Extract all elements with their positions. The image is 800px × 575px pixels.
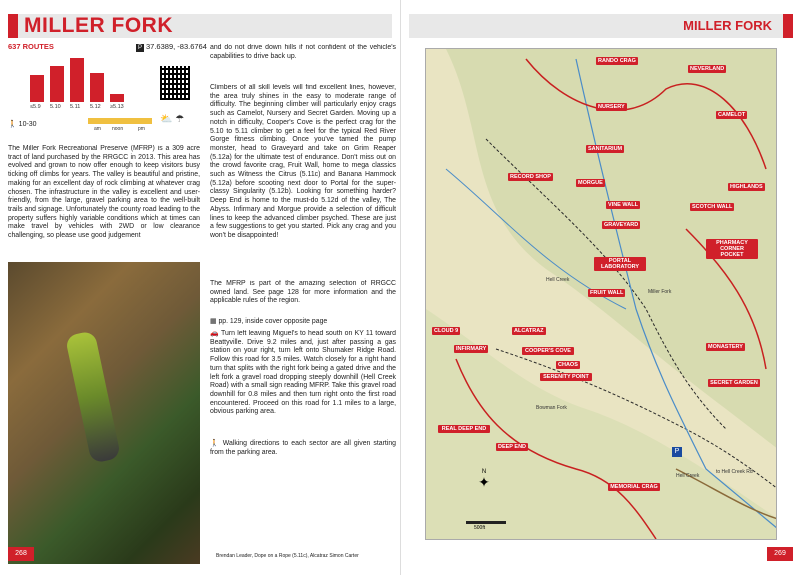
- scale-bar: [466, 521, 506, 524]
- crag-label-5: RECORD SHOP: [510, 174, 551, 180]
- road-label-3: Hell Creek: [676, 473, 700, 479]
- sun-exposure-bar: [88, 118, 152, 124]
- gps-text: 37.6389, -83.6764: [146, 42, 207, 51]
- page-title: MILLER FORK: [24, 14, 173, 37]
- crag-label-9: SCOTCH WALL: [692, 204, 733, 210]
- crag-label-20: SERENITY POINT: [540, 373, 592, 381]
- chart-bar-4: [110, 94, 124, 102]
- compass-icon: N ✦: [474, 469, 494, 499]
- crag-label-1: NEVERLAND: [690, 66, 725, 72]
- road-label-2: Bowman Fork: [536, 405, 567, 411]
- approach-text: Turn left leaving Miguel's to head south on KY 11 toward Beattyville. Drive 9.2 miles and, just after passing a gas station on your right, turn left onto Shumaker Ridge Road. Follow this road for 3.5 miles. Watch closely for a right hand turn that splits with the right fork being a gated drive and the left fork a gravel road dropping steeply downhill (Hell Creek Road) with a small sign reading MFRP. Take this gravel road downhill for 0.8 miles and then turn right onto the first road encountered. Proceed on this road for 1.1 miles to a large, obvious parking area.: [210, 330, 396, 416]
- crag-label-0: RANDO CRAG: [598, 58, 636, 64]
- walker-icon: 🚶: [210, 440, 220, 447]
- umbrella-icon: ☂: [175, 114, 185, 125]
- road-label-1: Miller Fork: [648, 289, 672, 295]
- crag-label-21: SECRET GARDEN: [708, 379, 760, 387]
- map-icon: ▦: [210, 318, 217, 325]
- gps-coordinates: [136, 42, 207, 52]
- walker-icon: 🚶: [8, 121, 17, 128]
- crag-label-14: CLOUD 9: [434, 328, 459, 334]
- page-title-right: MILLER FORK: [683, 18, 772, 33]
- crag-label-17: COOPER'S COVE: [522, 347, 574, 355]
- title-tab-right: [783, 14, 793, 38]
- crag-label-13: FRUIT WALL: [590, 290, 624, 296]
- crag-label-4: SANITARIUM: [588, 146, 623, 152]
- sun-am: am: [94, 126, 101, 132]
- north-label: N: [481, 469, 487, 475]
- crag-label-15: ALCATRAZ: [514, 328, 544, 334]
- chart-tick-2: 5.11: [70, 104, 81, 110]
- climber-figure: [65, 330, 121, 463]
- walk-time-value: 10-30: [18, 121, 37, 128]
- crag-label-2: NURSERY: [598, 104, 625, 110]
- sun-pm: pm: [138, 126, 145, 132]
- chart-bar-0: [30, 75, 44, 102]
- sun-noon: noon: [112, 126, 124, 132]
- conditions-icons: [160, 114, 184, 125]
- crag-map: [425, 48, 777, 540]
- crag-label-11: PHARMACY CORNER POCKET: [706, 239, 758, 259]
- chart-tick-4: ≥5.13: [110, 104, 124, 110]
- crag-label-23: DEEP END: [498, 444, 527, 450]
- approach-directions: [210, 330, 396, 436]
- col2-para2: Climbers of all skill levels will find excellent lines, however, the area truly shines in the easy to moderate range of difficulty. The beginning climber will particularly enjoy crags such as Camelot, Nursery and Secret Garden. Moving up a notch in difficulty, Cooper's Cove is the perfect crag for the 5.10 to 5.11 climber to get a feel for the typical Red River Gorge fitness climbing. Once you've tamed the pump monster, head to Graveyard and take on Grim Reaper (5.12a) for the ultimate test of endurance. Don't miss out on the crowd favorite crag, Fruit Wall, home to mega classics such as Witness the Citrus (5.11c) and Banana Hammock (5.12a) before scooting next door to Portal for the super-classy Singularity (5.12b). Looking for something harder? Deep End is home to the must-do 5.12d of the valley, The Abyss. Infirmary and Morgue provide a selection of difficult lines to keep the advanced climber psyched. These are just a few suggestions to get you started. Pick any crag and you won't be disappointed!: [210, 84, 396, 239]
- road-label-4: to Hell Creek Rd: [716, 469, 753, 475]
- intro-paragraph: The Miller Fork Recreational Preserve (MFRP) is a 309 acre tract of land purchased by the RRGCC in 2013. This area has evolved and grown to now offer enough to keep visitors busy ticking off climbs for years. The valley is beautiful and pristine, making for an excellent day of rock climbing at whatever crag chosen. The infrastructure in the valley is excellent and user-friendly, from the large, gravel parking area to the well-built trails and signage. Unfortunately the county road leading to the property suffers highly variable conditions which at times can make travel by vehicles with 2WD or low clearance challenging, so please use good judgement: [8, 145, 200, 240]
- shade-icon: ⛅: [160, 114, 173, 125]
- crag-label-18: MONASTERY: [708, 344, 743, 350]
- parking-icon: P: [672, 447, 682, 457]
- crag-label-24: MEMORIAL CRAG: [608, 483, 660, 491]
- walk-directions: [210, 440, 396, 460]
- crag-label-6: MORGUE: [578, 180, 603, 186]
- grade-chart: [30, 54, 140, 102]
- crag-label-7: HIGHLANDS: [730, 184, 763, 190]
- col2-para1: and do not drive down hills if not confident of the vehicle's capabilities to drive back up.: [210, 44, 396, 60]
- chart-bar-3: [90, 73, 104, 102]
- walk-directions-text: Walking directions to each sector are all given starting from the parking area.: [210, 440, 396, 456]
- photo-credit: Brendan Leader, Dope on a Rope (5.11c), Alcatraz Simon Carter: [216, 553, 359, 559]
- right-page: [400, 0, 800, 575]
- scale-label: 500ft: [474, 525, 486, 531]
- road-label-0: Hell Creek: [546, 277, 570, 283]
- crag-label-22: REAL DEEP END: [438, 425, 490, 433]
- col2-para3: The MFRP is part of the amazing selection of RRGCC owned land. See page 128 for more information and the applicable rules of the region.: [210, 280, 396, 305]
- crag-label-16: INFIRMARY: [456, 346, 487, 352]
- col2-reference: [210, 318, 396, 328]
- parking-icon: P: [137, 45, 142, 51]
- car-icon: 🚗: [210, 330, 219, 337]
- chart-tick-3: 5.12: [90, 104, 101, 110]
- crag-label-3: CAMELOT: [718, 112, 746, 118]
- col2-reference-text: pp. 129, inside cover opposite page: [218, 318, 328, 325]
- chart-tick-1: 5.10: [50, 104, 61, 110]
- chart-bar-1: [50, 66, 64, 102]
- route-count: 637 ROUTES: [8, 42, 54, 51]
- crag-label-10: GRAVEYARD: [604, 222, 639, 228]
- crag-label-8: VINE WALL: [608, 202, 638, 208]
- chart-tick-0: ≤5.9: [30, 104, 41, 110]
- page-number-left: 268: [8, 547, 34, 561]
- title-tab: [8, 14, 18, 38]
- crag-label-12: PORTAL LABORATORY: [594, 257, 646, 271]
- page-number-right: 269: [767, 547, 793, 561]
- crag-label-19: CHAOS: [558, 362, 578, 368]
- climber-photo: [8, 262, 200, 564]
- walk-time: [8, 120, 37, 128]
- chart-bar-2: [70, 58, 84, 102]
- qr-code: [160, 66, 190, 100]
